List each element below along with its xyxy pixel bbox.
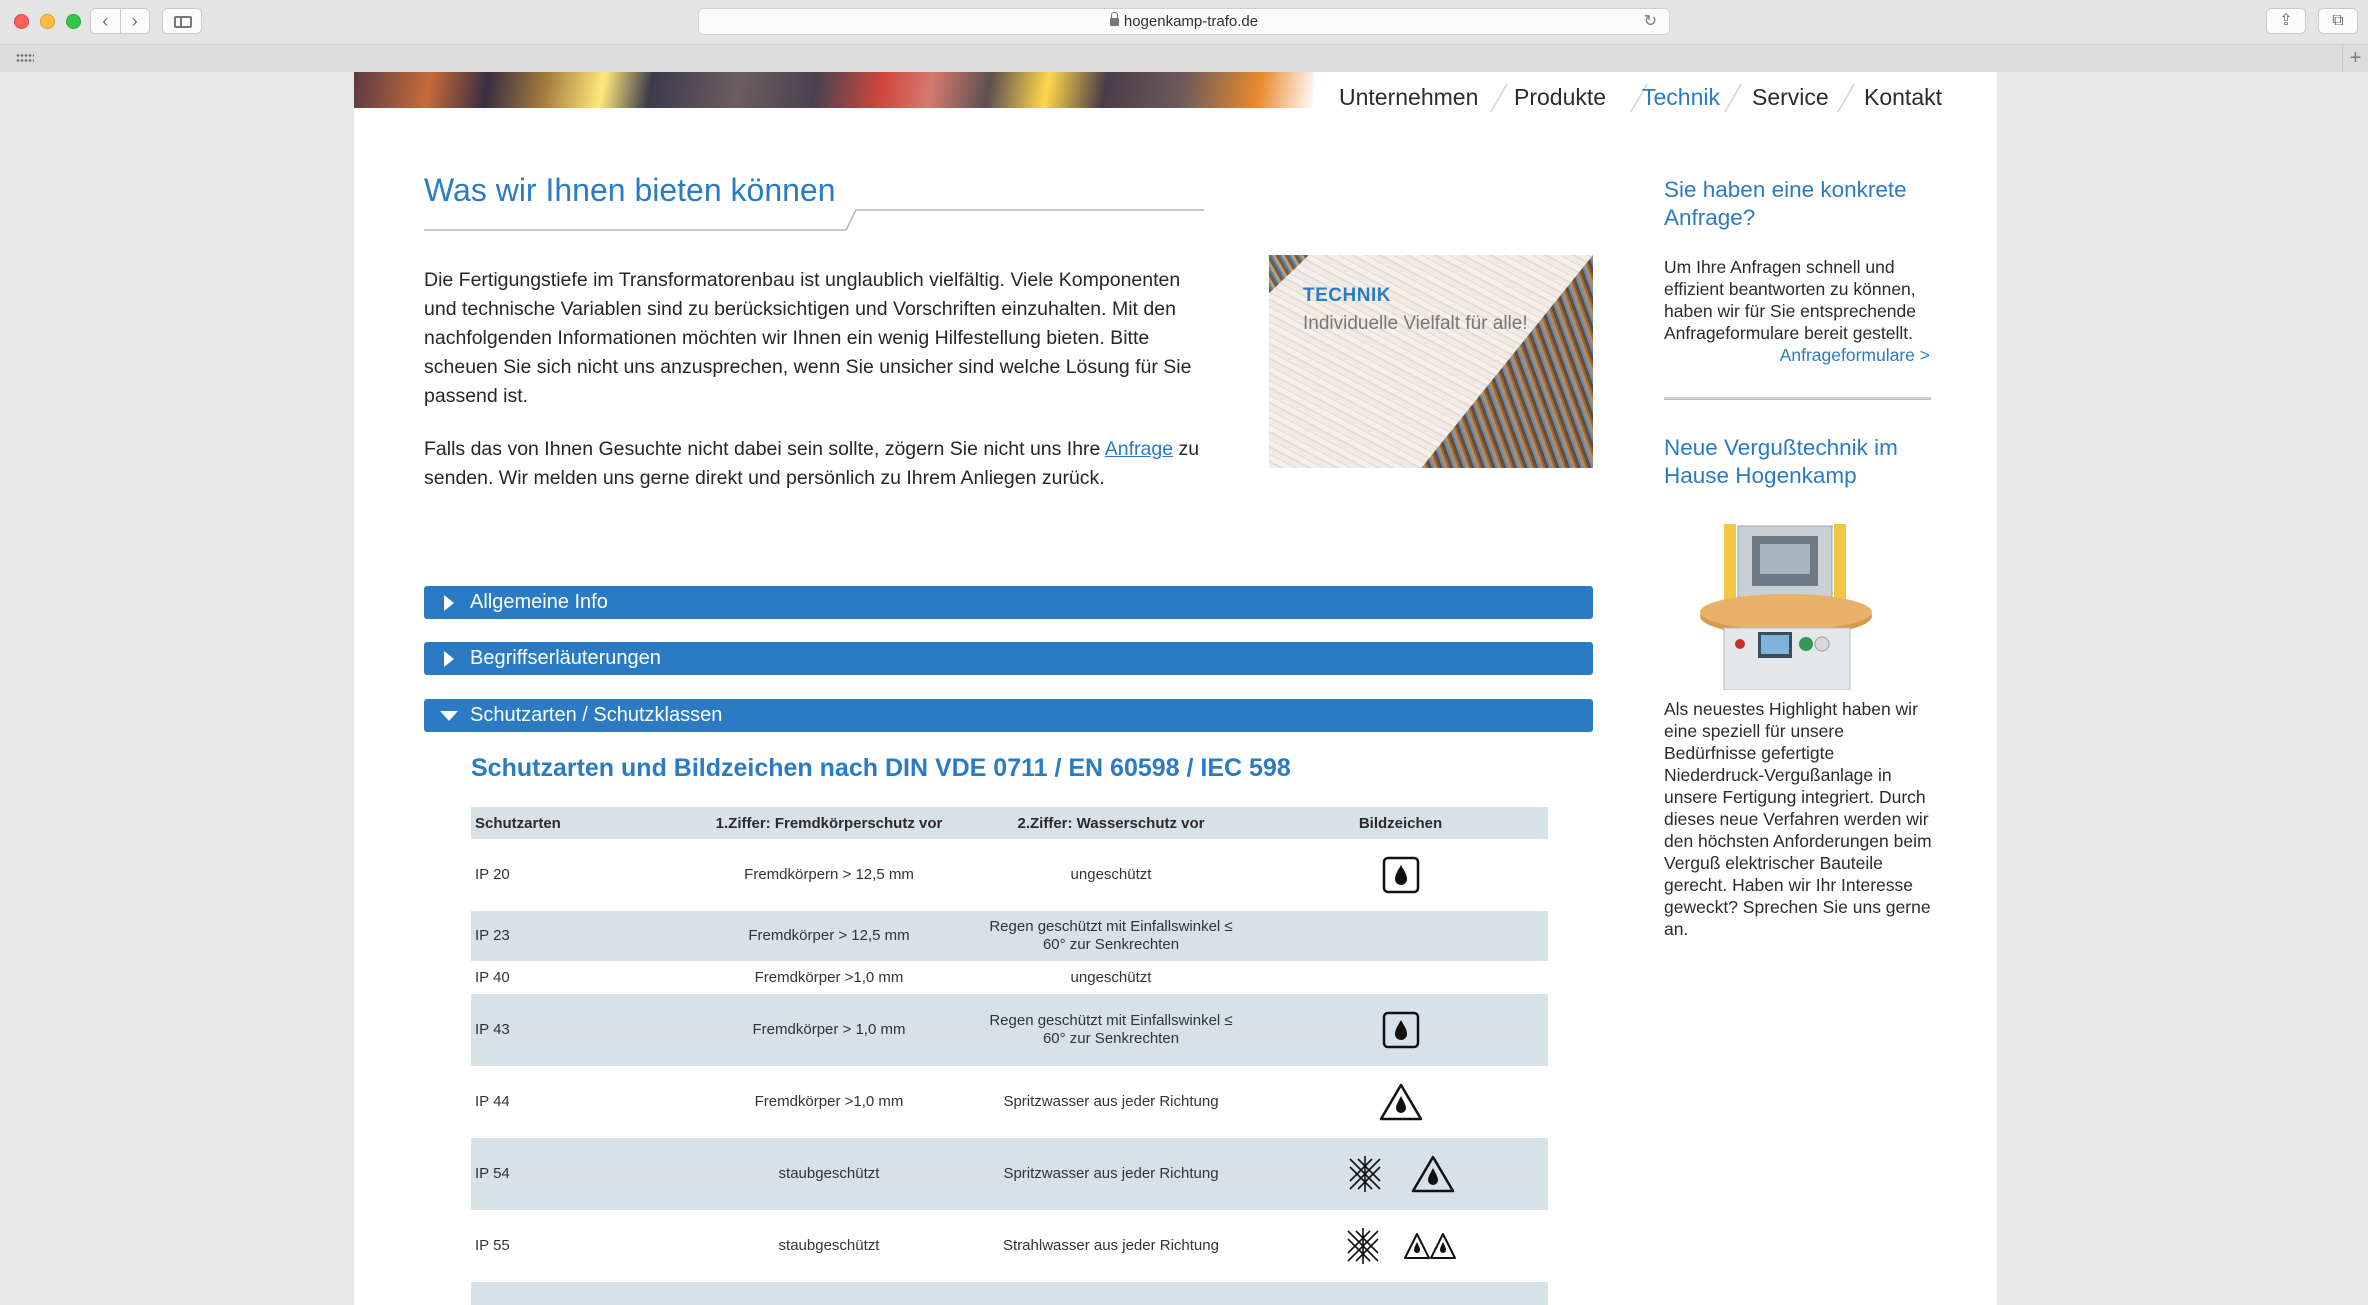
anfrage-link[interactable]: Anfrage [1104, 438, 1174, 460]
table-row: IP 40 Fremdkörper >1,0 mm ungeschützt [475, 968, 1152, 986]
sidebar-icon [174, 16, 192, 28]
teaser-text: Individuelle Vielfalt für alle! [1303, 313, 1528, 334]
minimize-window-button[interactable] [40, 14, 55, 29]
sidebar-news-title: Neue Vergußtechnik im Hause Hogenkamp [1664, 435, 1898, 488]
double-drop-triangle-icon [1402, 1231, 1458, 1261]
nav-divider [1724, 84, 1742, 112]
col-header-schutzarten: Schutzarten [471, 807, 689, 839]
table-header-row [471, 807, 1548, 839]
nav-item-service[interactable]: Service [1752, 84, 1829, 110]
dust-grid-icon [1345, 1154, 1385, 1194]
col-header-second-digit: 2.Ziffer: Wasserschutz vor [969, 807, 1253, 839]
request-paragraph: Falls das von Ihnen Gesuchte nicht dabei sein sollte, zögern Sie nicht uns Ihre Anfrage zu senden. Wir melden uns gerne direkt und persönlich zu Ihrem Anliegen zurück. [424, 438, 1200, 489]
accordion-begriffserlaeuterungen[interactable]: Begriffserläuterungen [424, 642, 1593, 675]
nav-divider [1837, 84, 1855, 112]
table-row: IP 20 Fremdkörpern > 12,5 mm ungeschützt [471, 839, 1548, 911]
caret-down-icon [440, 711, 458, 721]
accordion-allgemeine-info[interactable]: Allgemeine Info [424, 586, 1593, 619]
forward-icon[interactable]: › [131, 11, 138, 31]
sidebar-divider [1664, 397, 1931, 400]
ip-protection-table [471, 807, 1548, 1305]
new-tab-button[interactable]: + [2342, 45, 2368, 72]
drop-in-square-icon [1382, 856, 1420, 894]
nav-item-technik[interactable]: Technik [1642, 84, 1720, 110]
drop-in-triangle-icon [1378, 1082, 1424, 1122]
sidebar-news-text: Als neuestes Highlight haben wir eine speziell für unsere Bedürfnisse gefertigte Niederdruck-Vergußanlage in unsere Fertigung integriert. Durch dieses neue Verfahren werden wir den höchsten Anforderungen beim Verguß elektrischer Bauteile gerecht. Haben wir Ihr Interesse geweckt? Sprechen Sie uns gerne an. [1664, 699, 1932, 939]
accordion-schutzarten[interactable]: Schutzarten / Schutzklassen [424, 699, 1593, 732]
nav-item-unternehmen[interactable]: Unternehmen [1339, 84, 1479, 110]
caret-right-icon [444, 595, 454, 611]
title-underline [424, 208, 1204, 232]
sidebar-toggle-button[interactable] [162, 8, 202, 34]
close-window-button[interactable] [14, 14, 29, 29]
table-row: IP 54 staubgeschützt Spritzwasser aus jeder Richtung [471, 1138, 1548, 1210]
drop-in-square-icon [1382, 1011, 1420, 1049]
nav-divider [1490, 84, 1508, 112]
zoom-window-button[interactable] [66, 14, 81, 29]
table-row: IP 44 Fremdkörper >1,0 mm Spritzwasser aus jeder Richtung [471, 1066, 1548, 1138]
top-sites-grid-icon[interactable] [16, 53, 34, 63]
table-row: IP 55 staubgeschützt Strahlwasser aus jeder Richtung [471, 1210, 1548, 1282]
show-tabs-button[interactable]: ⧉ [2318, 8, 2358, 34]
lock-icon [1110, 18, 1119, 26]
web-page [354, 72, 1997, 1305]
drop-in-triangle-icon [1410, 1154, 1456, 1194]
sidebar-request-text: Um Ihre Anfragen schnell und effizient beantworten zu können, haben wir für Sie entsprechende Anfrageformulare bereit gestellt. [1664, 257, 1916, 343]
col-header-bildzeichen: Bildzeichen [1253, 807, 1548, 839]
caret-right-icon [444, 651, 454, 667]
sidebar-request-title: Sie haben eine konkrete Anfrage? [1664, 177, 1907, 230]
favorites-bar [0, 44, 2368, 72]
back-icon[interactable]: ‹ [91, 9, 121, 33]
nav-item-kontakt[interactable]: Kontakt [1864, 84, 1942, 110]
header-banner-image [354, 72, 1314, 108]
teaser-kicker: TECHNIK [1303, 285, 1391, 306]
url-text: hogenkamp-trafo.de [1123, 13, 1259, 30]
reload-icon[interactable]: ↻ [1643, 13, 1657, 30]
browser-toolbar [0, 0, 2368, 72]
table-row: IP 43 Fremdkörper > 1,0 mm Regen geschützt mit Einfallswinkel ≤ 60° zur Senkrechten [471, 994, 1548, 1066]
anfrageformulare-link[interactable]: Anfrageformulare > [1779, 345, 1930, 365]
technik-teaser-image [1269, 255, 1593, 468]
dust-grid-icon [1343, 1226, 1383, 1266]
table-row: IP 23 Fremdkörper > 12,5 mm Regen geschützt mit Einfallswinkel ≤ 60° zur Senkrechten [471, 911, 1548, 961]
nav-item-produkte[interactable]: Produkte [1514, 84, 1607, 110]
share-button[interactable]: ⇪ [2266, 8, 2306, 34]
section-title: Schutzarten und Bildzeichen nach DIN VDE 0711 / EN 60598 / IEC 598 [471, 754, 1291, 782]
potting-machine-image [1694, 520, 1880, 690]
intro-paragraph: Die Fertigungstiefe im Transformatorenbau ist unglaublich vielfältig. Viele Komponenten und technische Variablen sind zu berücksichtigen und Vorschriften einzuhalten. Mit den nachfolgenden Informationen möchten wir Ihnen ein wenig Hilfestellung bieten. Bitte scheuen Sie sich nicht uns anzusprechen, wenn Sie unsicher sind welche Lösung für Sie passend ist. [424, 269, 1192, 407]
table-row [471, 1282, 1548, 1305]
page-title: Was wir Ihnen bieten können [424, 172, 836, 208]
col-header-first-digit: 1.Ziffer: Fremdkörperschutz vor [689, 807, 969, 839]
address-bar[interactable] [698, 8, 1670, 35]
history-buttons [90, 8, 150, 34]
